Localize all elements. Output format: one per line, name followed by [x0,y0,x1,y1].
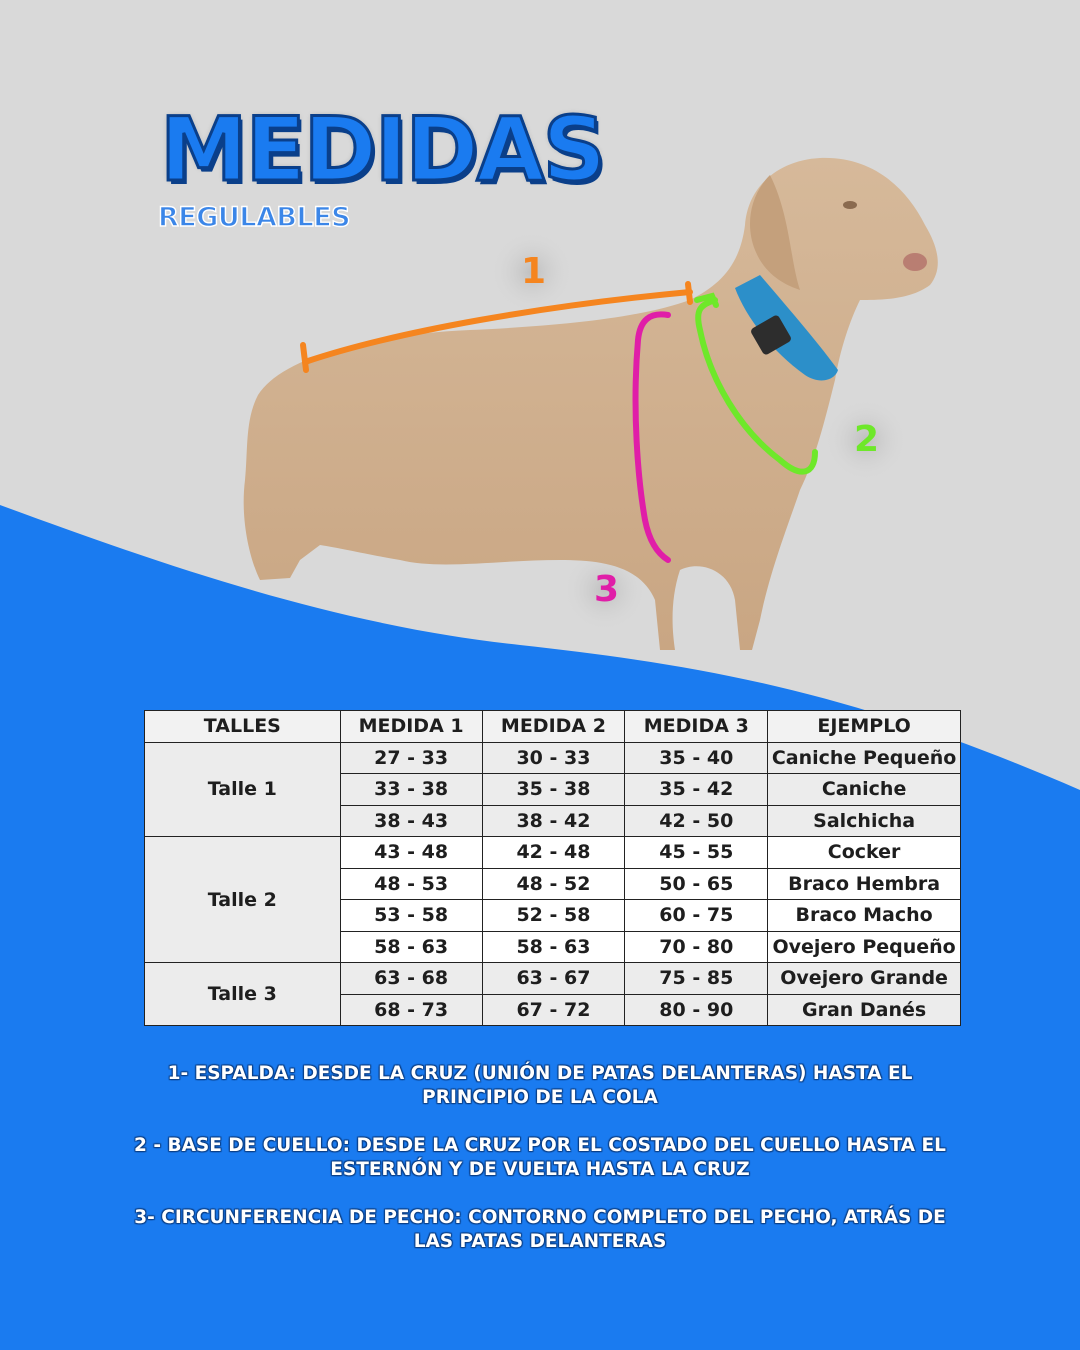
table-cell: 50 - 65 [625,868,768,900]
table-cell: 58 - 63 [340,931,482,963]
table-row [145,963,961,995]
marker-1: 1 [521,251,547,292]
table-cell: 42 - 48 [482,837,625,869]
table-row [145,742,961,774]
table-cell: 63 - 67 [482,963,625,995]
table-row [145,837,961,869]
table-header-row [145,711,961,743]
table-cell: 58 - 63 [482,931,625,963]
header-ejemplo: EJEMPLO [768,711,961,743]
table-cell: Ovejero Grande [768,963,961,995]
table-cell: 53 - 58 [340,900,482,932]
table-cell: 75 - 85 [625,963,768,995]
table-cell: 38 - 43 [340,805,482,837]
marker-2: 2 [854,419,880,460]
table-cell: 48 - 53 [340,868,482,900]
table-cell: Caniche Pequeño [768,742,961,774]
table-cell: Braco Macho [768,900,961,932]
measurement-notes [120,1062,960,1278]
header-talles: TALLES [145,711,341,743]
table-cell: Braco Hembra [768,868,961,900]
note-espalda: 1- ESPALDA: DESDE LA CRUZ (UNIÓN DE PATAS DELANTERAS) HASTA EL PRINCIPIO DE LA COLA [167,1063,913,1108]
table-cell: 63 - 68 [340,963,482,995]
size-table [144,710,961,1026]
table-cell: Salchicha [768,805,961,837]
table-cell: 42 - 50 [625,805,768,837]
talle-cell: Talle 3 [145,963,341,1026]
table-cell: 48 - 52 [482,868,625,900]
table-cell: 35 - 40 [625,742,768,774]
table-cell: 38 - 42 [482,805,625,837]
talle-cell: Talle 1 [145,742,341,837]
table-cell: 30 - 33 [482,742,625,774]
note-circunferencia-pecho: 3- CIRCUNFERENCIA DE PECHO: CONTORNO COMPLETO DEL PECHO, ATRÁS DE LAS PATAS DELANTERAS [134,1207,946,1252]
table-cell: 43 - 48 [340,837,482,869]
table-cell: 67 - 72 [482,994,625,1026]
table-cell: Cocker [768,837,961,869]
talle-cell: Talle 2 [145,837,341,963]
table-cell: 68 - 73 [340,994,482,1026]
page-subtitle: REGULABLES [158,202,351,233]
table-cell: 45 - 55 [625,837,768,869]
header-medida-1: MEDIDA 1 [340,711,482,743]
table-cell: Ovejero Pequeño [768,931,961,963]
table-cell: 60 - 75 [625,900,768,932]
header-medida-3: MEDIDA 3 [625,711,768,743]
table-cell: Gran Danés [768,994,961,1026]
note-base-cuello: 2 - BASE DE CUELLO: DESDE LA CRUZ POR EL COSTADO DEL CUELLO HASTA EL ESTERNÓN Y DE VUELTA HASTA LA CRUZ [134,1135,946,1180]
table-cell: 35 - 42 [625,774,768,806]
page-title: MEDIDAS [160,98,605,201]
table-cell: 27 - 33 [340,742,482,774]
table-cell: 80 - 90 [625,994,768,1026]
table-cell: 70 - 80 [625,931,768,963]
table-cell: 33 - 38 [340,774,482,806]
table-cell: 52 - 58 [482,900,625,932]
header-medida-2: MEDIDA 2 [482,711,625,743]
table-cell: Caniche [768,774,961,806]
table-cell: 35 - 38 [482,774,625,806]
marker-3: 3 [594,569,620,610]
